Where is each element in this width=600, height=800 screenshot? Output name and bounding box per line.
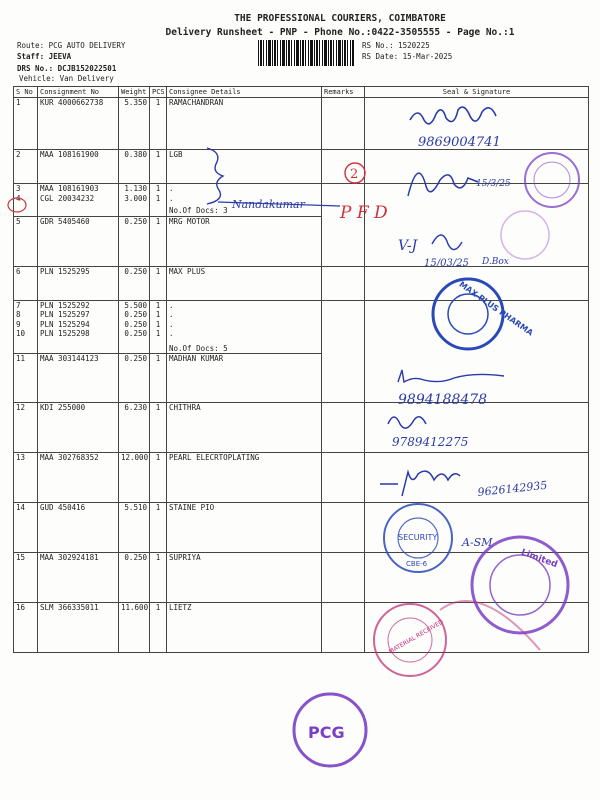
row-sno: 5 bbox=[14, 216, 38, 266]
row-consignment: KUR 4000662738 bbox=[38, 98, 119, 150]
row-sno: 13 bbox=[14, 453, 38, 503]
row-consignment: PLN 1525297 bbox=[38, 310, 119, 320]
row-sno: 6 bbox=[14, 266, 38, 300]
remark-number: 2 bbox=[350, 167, 359, 182]
row-pcs: 1 bbox=[150, 216, 167, 266]
row-sno: 2 bbox=[14, 150, 38, 184]
faint-stamp-row5 bbox=[501, 211, 549, 259]
row-sno: 7 bbox=[14, 300, 38, 310]
col-pcs: PCS bbox=[150, 87, 167, 98]
signature-row11 bbox=[398, 370, 504, 382]
row-consignee: . bbox=[167, 329, 322, 339]
row-consignee: RAMACHANDRAN bbox=[167, 98, 322, 150]
row-weight: 1.130 bbox=[119, 184, 150, 194]
docs-count: No.Of Docs: 3 bbox=[167, 203, 322, 216]
row-sno: 9 bbox=[14, 320, 38, 330]
row-sno: 12 bbox=[14, 403, 38, 453]
signature-row1 bbox=[410, 107, 496, 124]
phone-row13: 9626142935 bbox=[476, 478, 548, 499]
row-consignee: . bbox=[167, 184, 322, 194]
row-consignment: GDR 5405460 bbox=[38, 216, 119, 266]
row-consignee: . bbox=[167, 300, 322, 310]
row-weight: 5.350 bbox=[119, 98, 150, 150]
col-weight: Weight bbox=[119, 87, 150, 98]
row-consignee: STAINE PIO bbox=[167, 503, 322, 553]
row-consignment: MAA 302924181 bbox=[38, 553, 119, 603]
row-pcs: 1 bbox=[150, 503, 167, 553]
row-weight: 5.500 bbox=[119, 300, 150, 310]
row-consignee: MRG MOTOR bbox=[167, 216, 322, 266]
rs-date: RS Date: 15-Mar-2025 bbox=[362, 52, 453, 61]
row-pcs: 1 bbox=[150, 184, 167, 194]
row-pcs: 1 bbox=[150, 300, 167, 310]
row-weight: 0.250 bbox=[119, 329, 150, 339]
row-consignment: PLN 1525295 bbox=[38, 266, 119, 300]
col-consignee: Consignee Details bbox=[167, 87, 322, 98]
row-pcs: 1 bbox=[150, 320, 167, 330]
row-consignee: LIETZ bbox=[167, 603, 322, 653]
col-consignment: Consignment No bbox=[38, 87, 119, 98]
row-consignment: PLN 1525294 bbox=[38, 320, 119, 330]
row-weight: 0.250 bbox=[119, 553, 150, 603]
limited-stamp bbox=[472, 537, 568, 633]
date-row2: 15/3/25 bbox=[476, 179, 511, 189]
pcg-stamp-text: PCG bbox=[308, 723, 345, 742]
runsheet-title: Delivery Runsheet - PNP - Phone No.:0422-3505555 - Page No.:1 bbox=[165, 27, 515, 38]
row-pcs: 1 bbox=[150, 98, 167, 150]
row-weight: 11.600 bbox=[119, 603, 150, 653]
row-pcs: 1 bbox=[150, 553, 167, 603]
row-consignment: MAA 303144123 bbox=[38, 354, 119, 403]
company-title: THE PROFESSIONAL COURIERS, COIMBATORE bbox=[234, 13, 446, 24]
row-pcs: 1 bbox=[150, 403, 167, 453]
row-consignment: GUD 450416 bbox=[38, 503, 119, 553]
row-consignee: SUPRIYA bbox=[167, 553, 322, 603]
row-sno: 10 bbox=[14, 329, 38, 339]
row-consignee: PEARL ELECRTOPLATING bbox=[167, 453, 322, 503]
col-signature: Seal & Signature bbox=[365, 87, 589, 98]
docs-count: No.Of Docs: 5 bbox=[167, 339, 322, 354]
row-pcs: 1 bbox=[150, 603, 167, 653]
row-pcs: 1 bbox=[150, 453, 167, 503]
row-consignment: PLN 1525292 bbox=[38, 300, 119, 310]
staff-info: Staff: JEEVA bbox=[17, 52, 72, 61]
row-weight: 0.250 bbox=[119, 310, 150, 320]
row-weight: 12.000 bbox=[119, 453, 150, 503]
row-weight: 0.250 bbox=[119, 320, 150, 330]
row-pcs: 1 bbox=[150, 310, 167, 320]
route-info: Route: PCG AUTO DELIVERY bbox=[17, 41, 126, 50]
max-plus-stamp-text: MAX PLUS PHARMA bbox=[457, 279, 535, 338]
nandakumar-note: Nandakumar bbox=[232, 198, 305, 211]
limited-stamp-text: Limited bbox=[519, 547, 559, 571]
note-row5: D.Box bbox=[482, 257, 509, 267]
signature-row13 bbox=[380, 471, 460, 496]
row-weight: 5.510 bbox=[119, 503, 150, 553]
row-pcs: 1 bbox=[150, 329, 167, 339]
row-weight: 6.230 bbox=[119, 403, 150, 453]
brace-mark bbox=[207, 148, 223, 204]
row-sno: 11 bbox=[14, 354, 38, 403]
date-row5: 15/03/25 bbox=[424, 258, 469, 269]
vehicle-info: Vehicle: Van Delivery bbox=[19, 74, 114, 83]
remark-pfd: P F D bbox=[340, 203, 388, 223]
row-weight: 0.380 bbox=[119, 150, 150, 184]
row-weight: 0.250 bbox=[119, 266, 150, 300]
row-consignment: KDI 255000 bbox=[38, 403, 119, 453]
row-weight: 3.000 bbox=[119, 194, 150, 204]
row-consignment: MAA 302768352 bbox=[38, 453, 119, 503]
phone-row12: 9789412275 bbox=[392, 435, 469, 449]
row-consignment: CGL 20034232 bbox=[38, 194, 119, 204]
material-stamp-text: MATERIAL RECEIVED bbox=[387, 618, 445, 656]
row-sno: 16 bbox=[14, 603, 38, 653]
phone-row11: 9894188478 bbox=[398, 392, 488, 408]
row-pcs: 1 bbox=[150, 194, 167, 204]
row-sno: 3 bbox=[14, 184, 38, 194]
row-pcs: 1 bbox=[150, 266, 167, 300]
row-sno: 4 bbox=[14, 194, 38, 204]
row-consignee: . bbox=[167, 310, 322, 320]
row-weight: 0.250 bbox=[119, 216, 150, 266]
row-consignee: CHITHRA bbox=[167, 403, 322, 453]
drs-number: DRS No.: DCJB152022501 bbox=[17, 64, 117, 73]
security-stamp-text: SECURITY bbox=[398, 533, 438, 542]
row-consignment: PLN 1525298 bbox=[38, 329, 119, 339]
phone-row1: 9869004741 bbox=[418, 135, 501, 150]
row-consignee: LGB bbox=[167, 150, 322, 184]
security-stamp-sub: CBE-6 bbox=[406, 560, 428, 568]
signature-row2 bbox=[408, 173, 478, 196]
row-consignee: MADHAN KUMAR bbox=[167, 354, 322, 403]
row-sno: 15 bbox=[14, 553, 38, 603]
signature-row12 bbox=[388, 417, 426, 428]
company-stamp-row2 bbox=[525, 153, 579, 207]
row-consignee: . bbox=[167, 194, 322, 204]
row-consignee: . bbox=[167, 320, 322, 330]
lietz-stamp-arc bbox=[440, 601, 540, 650]
row-consignment: MAA 108161903 bbox=[38, 184, 119, 194]
row-sno: 1 bbox=[14, 98, 38, 150]
rs-number: RS No.: 1520225 bbox=[362, 41, 430, 50]
row-consignee: MAX PLUS bbox=[167, 266, 322, 300]
col-sno: S No bbox=[14, 87, 38, 98]
row-sno: 8 bbox=[14, 310, 38, 320]
row-consignment: MAA 108161900 bbox=[38, 150, 119, 184]
row-consignment: SLM 366335011 bbox=[38, 603, 119, 653]
initials-row14: A-SM bbox=[462, 536, 493, 549]
row-pcs: 1 bbox=[150, 150, 167, 184]
row-pcs: 1 bbox=[150, 354, 167, 403]
col-remarks: Remarks bbox=[322, 87, 365, 98]
circle-row4 bbox=[8, 198, 26, 212]
row-sno: 14 bbox=[14, 503, 38, 553]
signature-row5: V-J bbox=[398, 238, 418, 254]
row-weight: 0.250 bbox=[119, 354, 150, 403]
